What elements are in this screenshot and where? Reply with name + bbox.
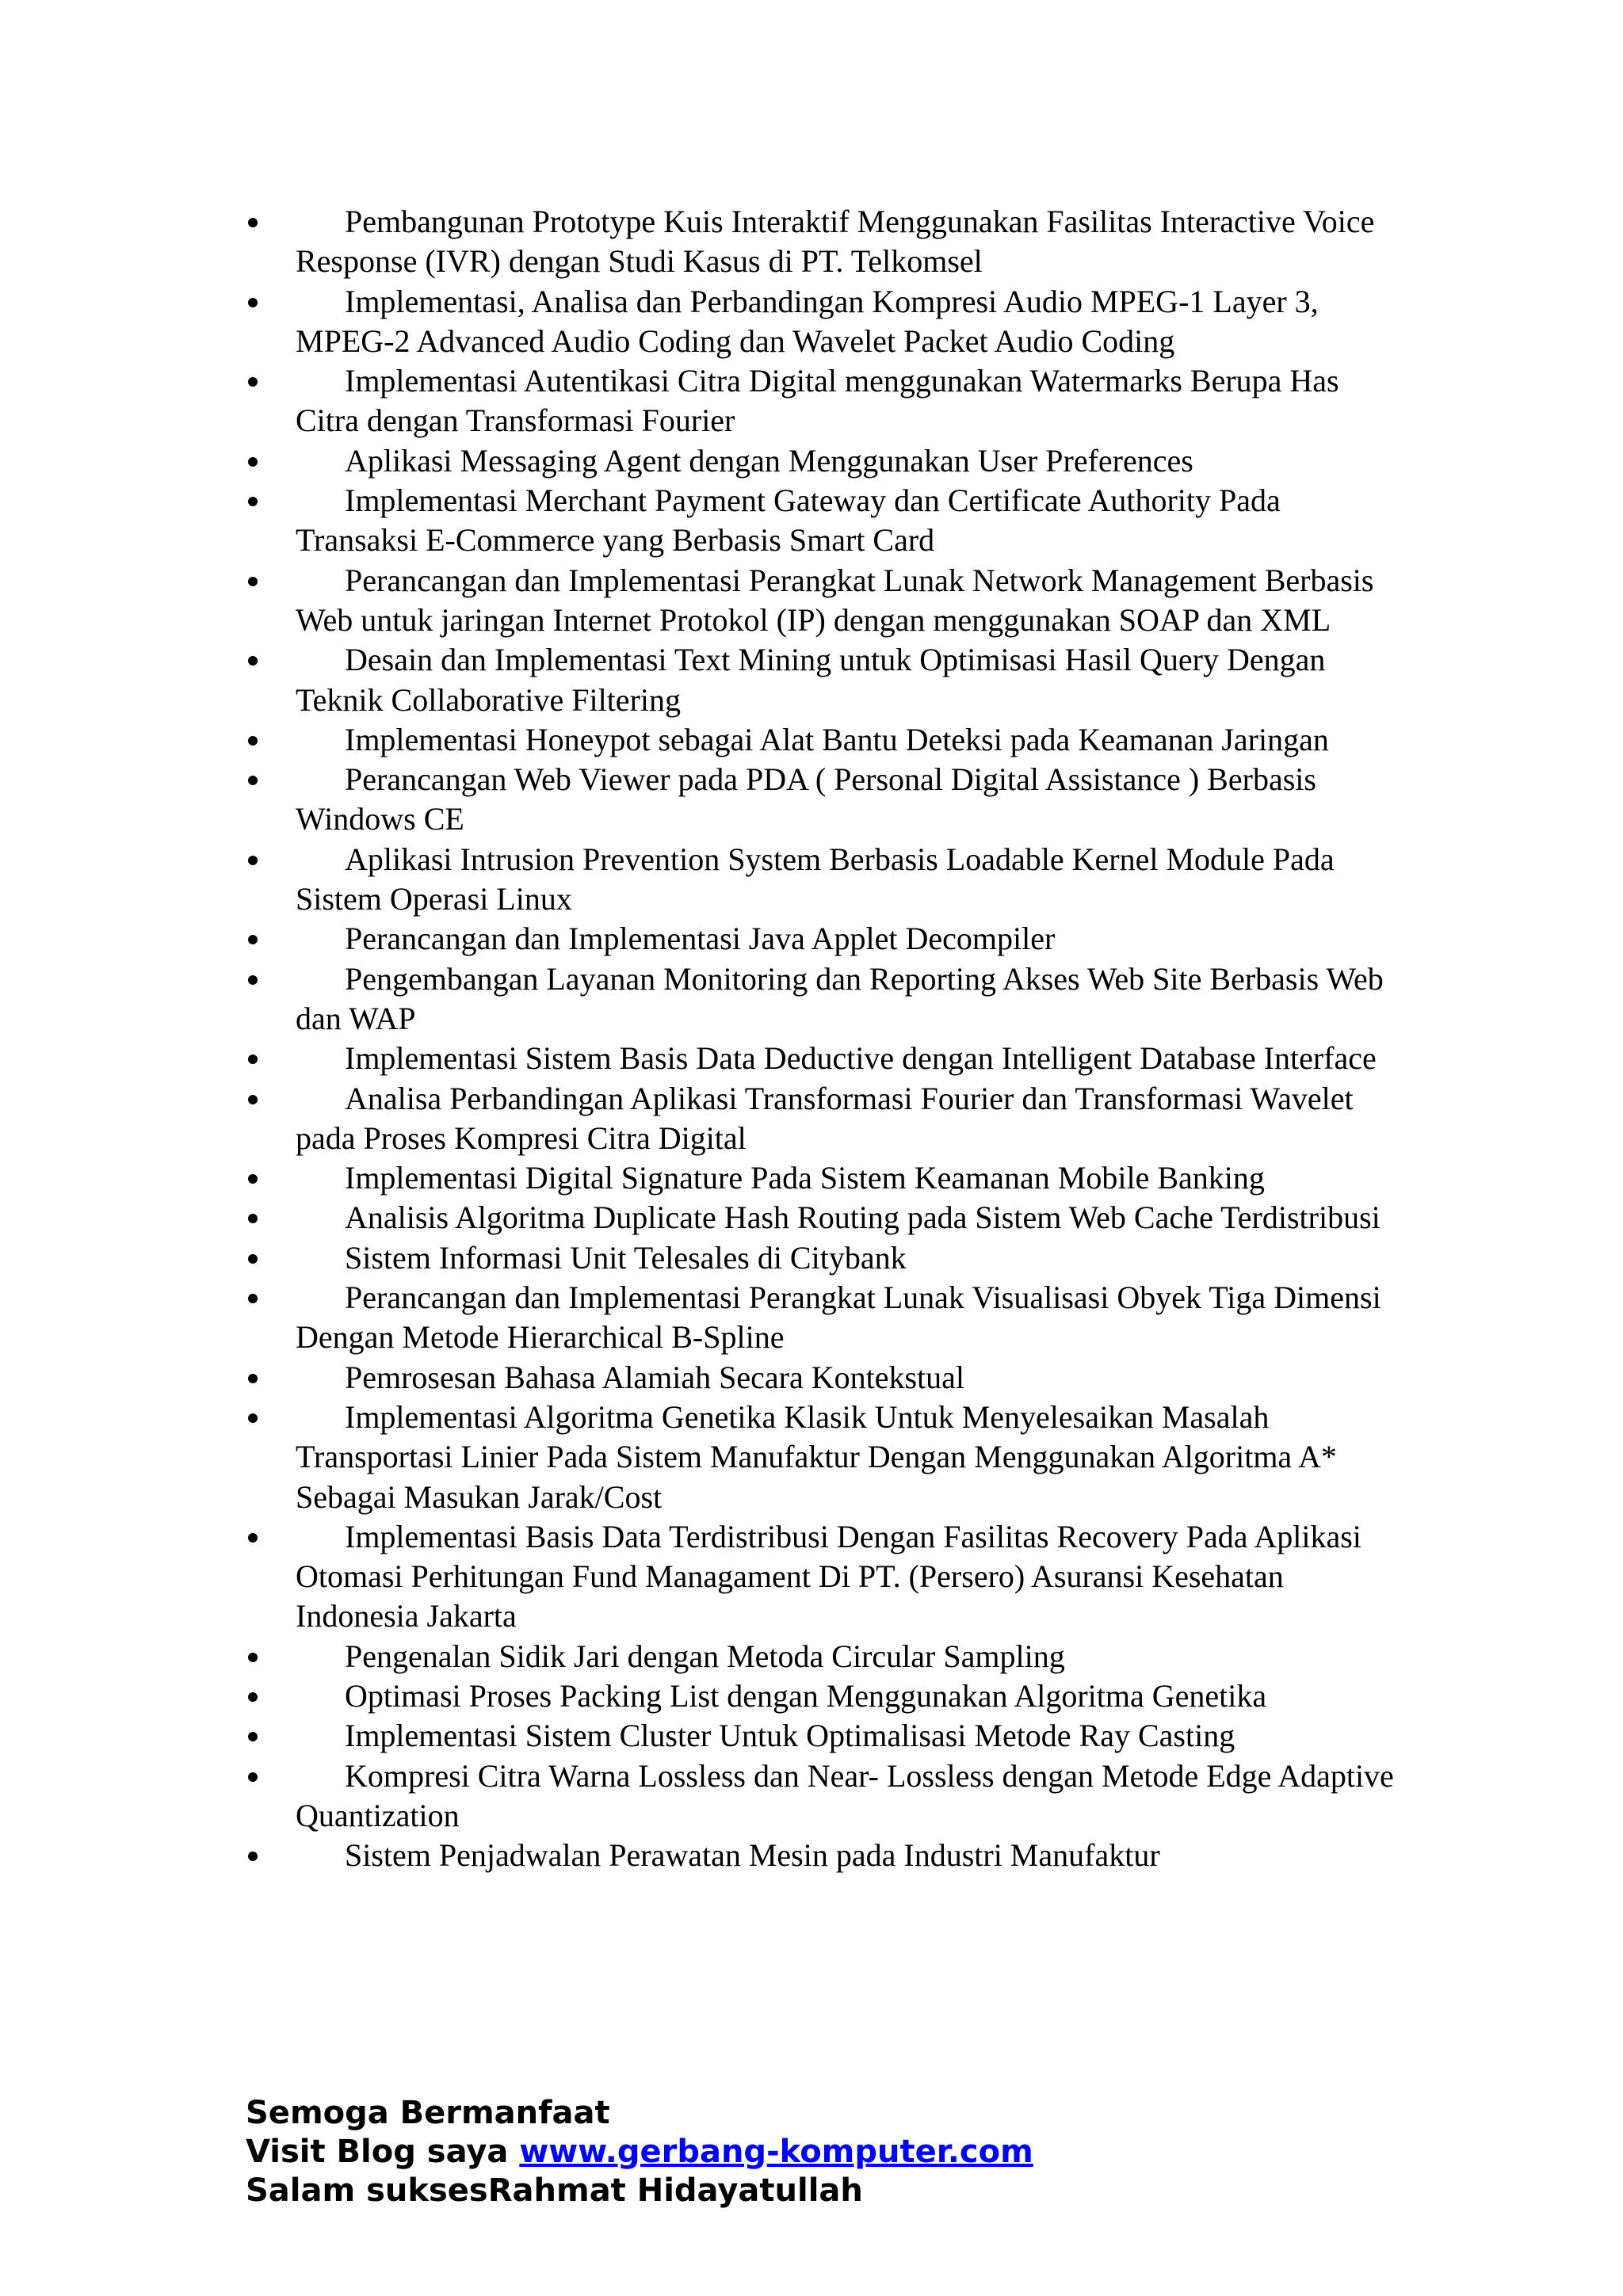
list-item-text: Perancangan Web Viewer pada PDA ( Personal Digital Assistance ) Berbasis Windows CE <box>296 761 1316 837</box>
list-item <box>240 1398 1405 1517</box>
bullet-icon <box>248 377 258 387</box>
list-item-text: Pemrosesan Bahasa Alamiah Secara Kontekstual <box>345 1359 964 1395</box>
bullet-icon <box>248 218 258 227</box>
list-item-text: Implementasi Sistem Basis Data Deductive dengan Intelligent Database Interface <box>345 1040 1377 1077</box>
closing-greeting: Semoga Bermanfaat <box>246 2095 610 2131</box>
bullet-icon <box>248 1692 258 1702</box>
list-item-text: Perancangan dan Implementasi Perangkat Lunak Visualisasi Obyek Tiga Dimensi Dengan Metode Hierarchical B-Spline <box>296 1280 1381 1356</box>
list-item <box>240 1278 1405 1358</box>
list-item <box>240 1358 1405 1398</box>
list-item <box>240 1637 1405 1676</box>
list-item-text: Implementasi Basis Data Terdistribusi Dengan Fasilitas Recovery Pada Aplikasi Otomasi Perhitungan Fund Managament Di PT. (Persero) Asuransi Kesehatan Indonesia Jakarta <box>296 1518 1361 1634</box>
list-item-text: Sistem Informasi Unit Telesales di Citybank <box>345 1239 907 1276</box>
bullet-icon <box>248 577 258 586</box>
blog-visit-line <box>246 2133 1033 2172</box>
blog-visit-prefix: Visit Blog saya <box>246 2134 520 2170</box>
list-item <box>240 760 1405 840</box>
bullet-icon <box>248 736 258 746</box>
topic-list <box>240 202 1405 1875</box>
bullet-icon <box>248 457 258 467</box>
list-item <box>240 1517 1405 1637</box>
bullet-icon <box>248 1852 258 1861</box>
bullet-icon <box>248 1174 258 1184</box>
list-item <box>240 919 1405 959</box>
list-item <box>240 202 1405 282</box>
list-item-text: Perancangan dan Implementasi Perangkat Lunak Network Management Berbasis Web untuk jaringan Internet Protokol (IP) dengan menggunakan SOAP dan XML <box>296 562 1374 638</box>
list-item <box>240 720 1405 760</box>
bullet-icon <box>248 656 258 666</box>
list-item <box>240 1238 1405 1278</box>
list-item <box>240 481 1405 561</box>
list-item-text: Desain dan Implementasi Text Mining untuk Optimisasi Hasil Query Dengan Teknik Collaborative Filtering <box>296 642 1326 718</box>
list-item <box>240 1716 1405 1756</box>
list-item-text: Implementasi Algoritma Genetika Klasik Untuk Menyelesaikan Masalah Transportasi Linier Pada Sistem Manufaktur Dengan Menggunakan Algoritma A* Sebagai Masukan Jarak/Cost <box>296 1398 1337 1515</box>
bullet-icon <box>248 1772 258 1782</box>
list-item <box>240 1039 1405 1078</box>
list-item-text: Pengenalan Sidik Jari dengan Metoda Circular Sampling <box>345 1638 1065 1674</box>
bullet-icon <box>248 1653 258 1662</box>
list-item <box>240 1756 1405 1836</box>
bullet-icon <box>248 1413 258 1423</box>
list-item-text: Kompresi Citra Warna Lossless dan Near- Lossless dengan Metode Edge Adaptive Quantization <box>296 1757 1394 1833</box>
list-item-text: Sistem Penjadwalan Perawatan Mesin pada Industri Manufaktur <box>345 1837 1160 1874</box>
bullet-icon <box>248 1533 258 1543</box>
list-item-text: Pengembangan Layanan Monitoring dan Reporting Akses Web Site Berbasis Web dan WAP <box>296 960 1384 1036</box>
list-item <box>240 1158 1405 1198</box>
list-item-text: Implementasi Autentikasi Citra Digital menggunakan Watermarks Berupa Has Citra dengan Transformasi Fourier <box>296 363 1339 439</box>
list-item-text: Analisa Perbandingan Aplikasi Transformasi Fourier dan Transformasi Wavelet pada Proses Kompresi Citra Digital <box>296 1080 1354 1156</box>
bullet-icon <box>248 1214 258 1223</box>
bullet-icon <box>248 935 258 944</box>
list-item <box>240 1198 1405 1238</box>
list-item <box>240 1079 1405 1159</box>
list-item-text: Aplikasi Intrusion Prevention System Berbasis Loadable Kernel Module Pada Sistem Operasi Linux <box>296 841 1335 917</box>
bullet-icon <box>248 1294 258 1303</box>
list-item <box>240 361 1405 441</box>
list-item <box>240 959 1405 1039</box>
bullet-icon <box>248 856 258 865</box>
list-item-text: Implementasi Sistem Cluster Untuk Optimalisasi Metode Ray Casting <box>345 1718 1235 1754</box>
list-item-text: Perancangan dan Implementasi Java Applet Decompiler <box>345 921 1056 957</box>
list-item-text: Implementasi Merchant Payment Gateway dan Certificate Authority Pada Transaksi E-Commerce yang Berbasis Smart Card <box>296 482 1281 559</box>
footer <box>246 2094 1033 2210</box>
list-item <box>240 640 1405 720</box>
bullet-icon <box>248 497 258 506</box>
list-item-text: Implementasi Digital Signature Pada Sistem Keamanan Mobile Banking <box>345 1160 1265 1196</box>
blog-link[interactable]: www.gerbang-komputer.com <box>519 2134 1033 2170</box>
list-item-text: Analisis Algoritma Duplicate Hash Routing pada Sistem Web Cache Terdistribusi <box>345 1199 1381 1236</box>
list-item-text: Implementasi, Analisa dan Perbandingan Kompresi Audio MPEG-1 Layer 3, MPEG-2 Advanced Audio Coding dan Wavelet Packet Audio Coding <box>296 283 1319 359</box>
list-item <box>240 840 1405 920</box>
list-item-text: Pembangunan Prototype Kuis Interaktif Menggunakan Fasilitas Interactive Voice Response (IVR) dengan Studi Kasus di PT. Telkomsel <box>296 204 1375 280</box>
bullet-icon <box>248 1732 258 1741</box>
bullet-icon <box>248 776 258 785</box>
bullet-icon <box>248 298 258 307</box>
list-item <box>240 282 1405 362</box>
list-item <box>240 561 1405 641</box>
bullet-icon <box>248 1254 258 1264</box>
bullet-icon <box>248 1095 258 1104</box>
list-item <box>240 1676 1405 1716</box>
list-item-text: Implementasi Honeypot sebagai Alat Bantu Deteksi pada Keamanan Jaringan <box>345 721 1329 757</box>
author-signoff: Salam suksesRahmat Hidayatullah <box>246 2172 863 2209</box>
list-item-text: Optimasi Proses Packing List dengan Menggunakan Algoritma Genetika <box>345 1677 1267 1714</box>
bullet-icon <box>248 1055 258 1064</box>
list-item <box>240 1836 1405 1875</box>
bullet-icon <box>248 975 258 985</box>
bullet-icon <box>248 1374 258 1383</box>
list-item-text: Aplikasi Messaging Agent dengan Menggunakan User Preferences <box>345 442 1193 479</box>
list-item <box>240 441 1405 481</box>
